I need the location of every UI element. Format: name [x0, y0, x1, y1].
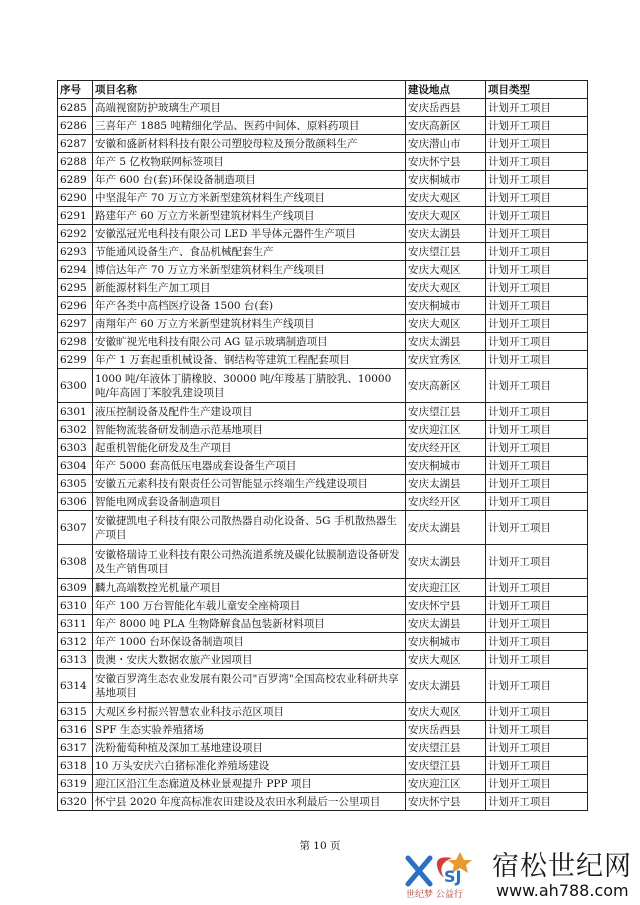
cell-serial: 6286 — [58, 117, 93, 135]
table-row — [58, 703, 588, 721]
logo-lettering: SJ — [444, 867, 462, 886]
cell-project-type: 计划开工项目 — [486, 669, 588, 703]
cell-location: 安庆大观区 — [406, 279, 486, 297]
cell-serial: 6294 — [58, 261, 93, 279]
table-row — [58, 579, 588, 597]
cell-serial: 6316 — [58, 721, 93, 739]
cell-serial: 6296 — [58, 297, 93, 315]
cell-serial: 6301 — [58, 403, 93, 421]
table-row — [58, 633, 588, 651]
cell-location: 安庆太湖县 — [406, 225, 486, 243]
cell-project-type: 计划开工项目 — [486, 615, 588, 633]
table-row — [58, 261, 588, 279]
cell-serial: 6290 — [58, 189, 93, 207]
cell-serial: 6292 — [58, 225, 93, 243]
cell-project-name: 路建年产 60 万立方米新型建筑材料生产线项目 — [93, 207, 406, 225]
cell-location: 安庆大观区 — [406, 189, 486, 207]
table-row — [58, 243, 588, 261]
cell-project-name: 智能物流装备研发制造示范基地项目 — [93, 421, 406, 439]
cell-project-name: 安徽泓冠光电科技有限公司 LED 半导体元器件生产项目 — [93, 225, 406, 243]
cell-location: 安庆岳西县 — [406, 99, 486, 117]
cell-project-type: 计划开工项目 — [486, 475, 588, 493]
table-row — [58, 351, 588, 369]
cell-project-name: 年产各类中高档医疗设备 1500 台(套) — [93, 297, 406, 315]
cell-project-type: 计划开工项目 — [486, 579, 588, 597]
table-row — [58, 615, 588, 633]
cell-project-name: 中坚混年产 70 万立方米新型建筑材料生产线项目 — [93, 189, 406, 207]
cell-location: 安庆桐城市 — [406, 297, 486, 315]
table-header-row — [58, 81, 588, 99]
cell-project-type: 计划开工项目 — [486, 225, 588, 243]
cell-project-name: 安徽格瑞诗工业科技有限公司热流道系统及碳化钛膜制造设备研发及生产销售项目 — [93, 545, 406, 579]
table-row — [58, 793, 588, 811]
cell-project-type: 计划开工项目 — [486, 117, 588, 135]
cell-serial: 6291 — [58, 207, 93, 225]
cell-project-name: 怀宁县 2020 年度高标准农田建设及农田水利最后一公里项目 — [93, 793, 406, 811]
cell-serial: 6300 — [58, 369, 93, 403]
cell-location: 安庆太湖县 — [406, 333, 486, 351]
table-row — [58, 511, 588, 545]
table-row — [58, 153, 588, 171]
cell-serial: 6310 — [58, 597, 93, 615]
cell-serial: 6293 — [58, 243, 93, 261]
table-row — [58, 421, 588, 439]
table-row — [58, 545, 588, 579]
cell-project-type: 计划开工项目 — [486, 207, 588, 225]
cell-project-name: 1000 吨/年液体丁腈橡胶、30000 吨/年羧基丁腈胶乳、10000 吨/年高固丁苯胶乳建设项目 — [93, 369, 406, 403]
cell-project-type: 计划开工项目 — [486, 279, 588, 297]
cell-location: 安庆望江县 — [406, 403, 486, 421]
cell-project-name: 高端视窗防护玻璃生产项目 — [93, 99, 406, 117]
table-row — [58, 669, 588, 703]
cell-project-type: 计划开工项目 — [486, 297, 588, 315]
cell-project-name: 贵澳・安庆大数据农旅产业园项目 — [93, 651, 406, 669]
cell-project-type: 计划开工项目 — [486, 597, 588, 615]
cell-project-type: 计划开工项目 — [486, 421, 588, 439]
cell-project-type: 计划开工项目 — [486, 135, 588, 153]
cell-project-type: 计划开工项目 — [486, 369, 588, 403]
cell-location: 安庆望江县 — [406, 243, 486, 261]
cell-project-name: 洗粉葡萄种植及深加工基地建设项目 — [93, 739, 406, 757]
table-row — [58, 333, 588, 351]
table-row — [58, 207, 588, 225]
cell-project-type: 计划开工项目 — [486, 703, 588, 721]
cell-serial: 6320 — [58, 793, 93, 811]
header-location: 建设地点 — [406, 81, 486, 99]
watermark-slogan: 世纪梦 公益行 — [406, 890, 463, 900]
cell-location: 安庆怀宁县 — [406, 793, 486, 811]
cell-project-type: 计划开工项目 — [486, 721, 588, 739]
cell-location: 安庆桐城市 — [406, 633, 486, 651]
table-row — [58, 189, 588, 207]
table-row — [58, 651, 588, 669]
cell-project-name: 年产 1000 台环保设备制造项目 — [93, 633, 406, 651]
table-row — [58, 493, 588, 511]
cell-project-type: 计划开工项目 — [486, 351, 588, 369]
cell-location: 安庆怀宁县 — [406, 153, 486, 171]
header-serial: 序号 — [58, 81, 93, 99]
cell-project-name: 智能电网成套设备制造项目 — [93, 493, 406, 511]
cell-location: 安庆大观区 — [406, 703, 486, 721]
table-row — [58, 297, 588, 315]
table-body — [58, 99, 588, 811]
cell-project-name: 年产 100 万台智能化车载儿童安全座椅项目 — [93, 597, 406, 615]
table-row — [58, 225, 588, 243]
cell-location: 安庆岳西县 — [406, 721, 486, 739]
project-table — [57, 80, 588, 811]
cell-serial: 6303 — [58, 439, 93, 457]
cell-project-type: 计划开工项目 — [486, 511, 588, 545]
cell-project-name: 麟九高端数控光机量产项目 — [93, 579, 406, 597]
cell-serial: 6315 — [58, 703, 93, 721]
table-row — [58, 279, 588, 297]
cell-project-type: 计划开工项目 — [486, 333, 588, 351]
cell-location: 安庆经开区 — [406, 439, 486, 457]
cell-project-name: 南翔年产 60 万立方米新型建筑材料生产线项目 — [93, 315, 406, 333]
header-project-name: 项目名称 — [93, 81, 406, 99]
table-row — [58, 135, 588, 153]
cell-project-name: 迎江区沿江生态廊道及林业景观提升 PPP 项目 — [93, 775, 406, 793]
table-row — [58, 739, 588, 757]
cell-serial: 6289 — [58, 171, 93, 189]
cell-project-type: 计划开工项目 — [486, 457, 588, 475]
table-row — [58, 439, 588, 457]
table-row — [58, 403, 588, 421]
cell-project-name: 安徽百罗湾生态农业发展有限公司"百罗湾"全国高校农业科研共享基地项目 — [93, 669, 406, 703]
cell-project-type: 计划开工项目 — [486, 243, 588, 261]
cell-project-name: 年产 600 台(套)环保设备制造项目 — [93, 171, 406, 189]
cell-serial: 6299 — [58, 351, 93, 369]
cell-project-name: 安徽和盛新材料科技有限公司塑胶母粒及预分散颜料生产 — [93, 135, 406, 153]
cell-location: 安庆太湖县 — [406, 615, 486, 633]
cell-serial: 6312 — [58, 633, 93, 651]
cell-location: 安庆桐城市 — [406, 457, 486, 475]
cell-project-type: 计划开工项目 — [486, 739, 588, 757]
cell-serial: 6295 — [58, 279, 93, 297]
cell-serial: 6287 — [58, 135, 93, 153]
cell-serial: 6319 — [58, 775, 93, 793]
cell-serial: 6314 — [58, 669, 93, 703]
table-row — [58, 775, 588, 793]
cell-project-name: 安徽旷视光电科技有限公司 AG 显示玻璃制造项目 — [93, 333, 406, 351]
table-row — [58, 721, 588, 739]
cell-project-type: 计划开工项目 — [486, 189, 588, 207]
cell-serial: 6288 — [58, 153, 93, 171]
table-row — [58, 315, 588, 333]
cell-project-name: 年产 8000 吨 PLA 生物降解食品包装新材料项目 — [93, 615, 406, 633]
cell-project-type: 计划开工项目 — [486, 403, 588, 421]
cell-project-type: 计划开工项目 — [486, 171, 588, 189]
cell-location: 安庆太湖县 — [406, 475, 486, 493]
cell-serial: 6285 — [58, 99, 93, 117]
cell-location: 安庆宜秀区 — [406, 351, 486, 369]
cell-project-name: 10 万头安庆六白猪标准化养殖场建设 — [93, 757, 406, 775]
table-row — [58, 457, 588, 475]
cell-location: 安庆大观区 — [406, 315, 486, 333]
cell-serial: 6302 — [58, 421, 93, 439]
watermark — [400, 842, 640, 905]
cell-project-name: 年产 5 亿枚物联网标签项目 — [93, 153, 406, 171]
cell-serial: 6298 — [58, 333, 93, 351]
cell-location: 安庆大观区 — [406, 261, 486, 279]
table-row — [58, 757, 588, 775]
cell-project-name: 液压控制设备及配件生产建设项目 — [93, 403, 406, 421]
cell-project-name: 三喜年产 1885 吨精细化学品、医药中间体、原料药项目 — [93, 117, 406, 135]
cell-location: 安庆潜山市 — [406, 135, 486, 153]
cell-project-name: 博信达年产 70 万立方米新型建筑材料生产线项目 — [93, 261, 406, 279]
cell-location: 安庆大观区 — [406, 207, 486, 225]
table-row — [58, 99, 588, 117]
cell-project-name: 安徽捷凯电子科技有限公司散热器自动化设备、5G 手机散热器生产项目 — [93, 511, 406, 545]
table-row — [58, 597, 588, 615]
cell-project-name: 大观区乡村振兴智慧农业科技示范区项目 — [93, 703, 406, 721]
cell-project-type: 计划开工项目 — [486, 153, 588, 171]
cell-project-type: 计划开工项目 — [486, 99, 588, 117]
cell-location: 安庆迎江区 — [406, 775, 486, 793]
cell-serial: 6309 — [58, 579, 93, 597]
cell-location: 安庆太湖县 — [406, 545, 486, 579]
cell-location: 安庆迎江区 — [406, 579, 486, 597]
table-row — [58, 117, 588, 135]
header-project-type: 项目类型 — [486, 81, 588, 99]
watermark-title: 宿松世纪网 — [492, 851, 632, 882]
cell-serial: 6313 — [58, 651, 93, 669]
cell-location: 安庆太湖县 — [406, 511, 486, 545]
cell-project-type: 计划开工项目 — [486, 493, 588, 511]
cell-serial: 6304 — [58, 457, 93, 475]
cell-project-name: 节能通风设备生产、食品机械配套生产 — [93, 243, 406, 261]
cell-serial: 6297 — [58, 315, 93, 333]
cell-project-name: 新能源材料生产加工项目 — [93, 279, 406, 297]
cell-project-type: 计划开工项目 — [486, 633, 588, 651]
cell-location: 安庆迎江区 — [406, 421, 486, 439]
cell-location: 安庆望江县 — [406, 739, 486, 757]
cell-serial: 6317 — [58, 739, 93, 757]
cell-location: 安庆太湖县 — [406, 669, 486, 703]
cell-serial: 6318 — [58, 757, 93, 775]
cell-project-type: 计划开工项目 — [486, 793, 588, 811]
cell-serial: 6305 — [58, 475, 93, 493]
cell-project-name: 年产 5000 套高低压电器成套设备生产项目 — [93, 457, 406, 475]
cell-location: 安庆高新区 — [406, 369, 486, 403]
cell-location: 安庆大观区 — [406, 651, 486, 669]
cell-project-name: 起重机智能化研发及生产项目 — [93, 439, 406, 457]
cell-project-type: 计划开工项目 — [486, 545, 588, 579]
watermark-url: www.ah788.com — [496, 881, 629, 900]
cell-serial: 6308 — [58, 545, 93, 579]
cell-location: 安庆怀宁县 — [406, 597, 486, 615]
cell-location: 安庆经开区 — [406, 493, 486, 511]
cell-location: 安庆桐城市 — [406, 171, 486, 189]
cell-project-name: SPF 生态实验养殖猪场 — [93, 721, 406, 739]
cell-project-type: 计划开工项目 — [486, 315, 588, 333]
table-row — [58, 475, 588, 493]
cell-project-type: 计划开工项目 — [486, 651, 588, 669]
cell-project-type: 计划开工项目 — [486, 261, 588, 279]
cell-project-name: 安徽五元素科技有限责任公司智能显示终端生产线建设项目 — [93, 475, 406, 493]
table-row — [58, 369, 588, 403]
cell-location: 安庆望江县 — [406, 757, 486, 775]
cell-serial: 6307 — [58, 511, 93, 545]
cell-location: 安庆高新区 — [406, 117, 486, 135]
table-row — [58, 171, 588, 189]
project-table-container — [57, 80, 587, 811]
cell-project-type: 计划开工项目 — [486, 439, 588, 457]
cell-project-type: 计划开工项目 — [486, 757, 588, 775]
cell-serial: 6306 — [58, 493, 93, 511]
cell-project-type: 计划开工项目 — [486, 775, 588, 793]
cell-serial: 6311 — [58, 615, 93, 633]
cell-project-name: 年产 1 万套起重机械设备、钢结构等建筑工程配套项目 — [93, 351, 406, 369]
page-number: 第 10 页 — [299, 840, 341, 852]
